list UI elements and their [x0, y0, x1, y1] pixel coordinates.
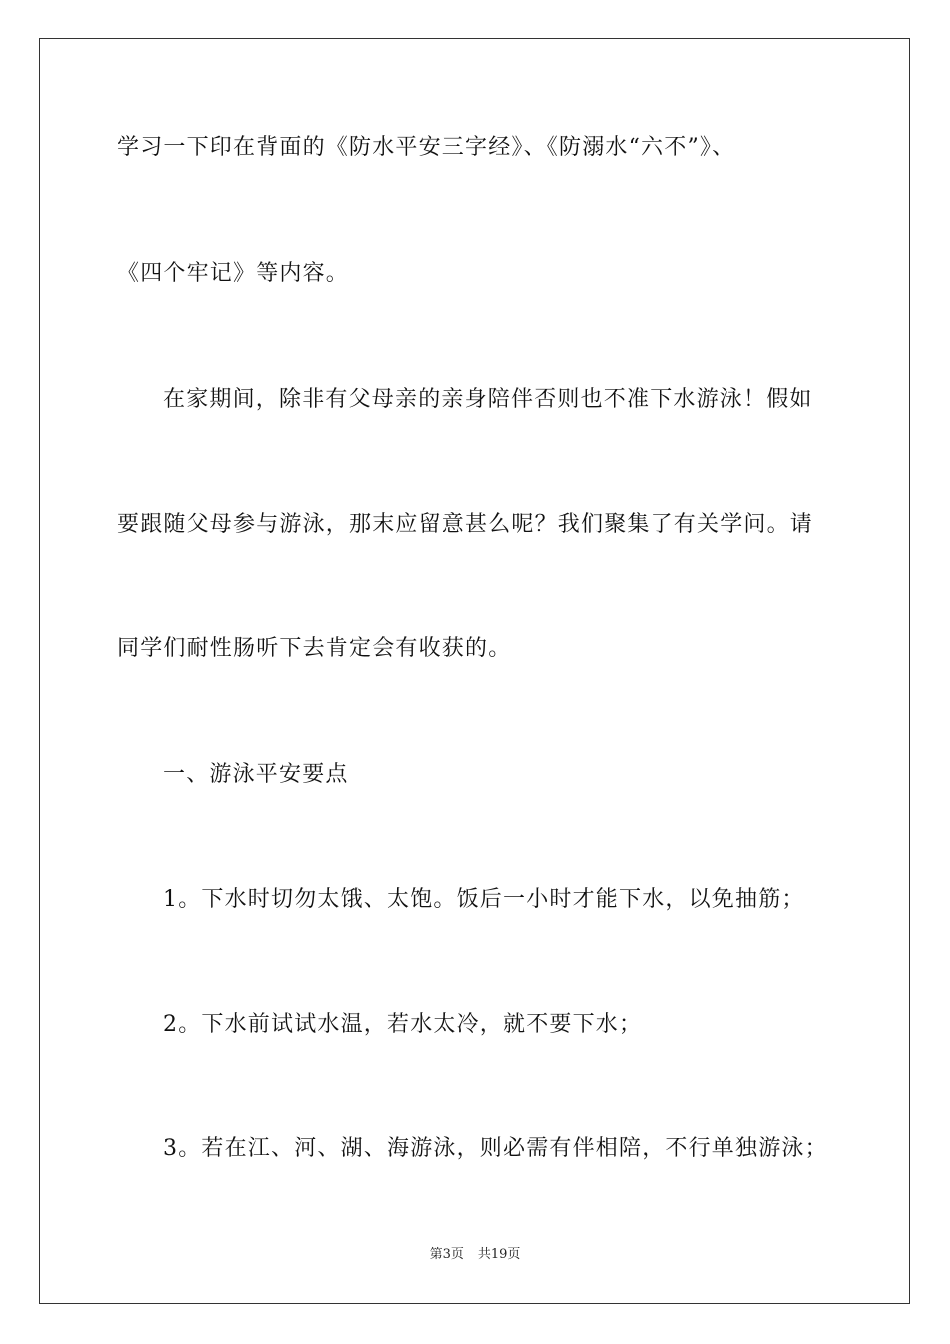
list-item-2: 2。下水前试试水温，若水太冷，就不要下水； — [163, 1012, 643, 1037]
section-heading: 一、游泳平安要点 — [163, 762, 349, 787]
text-line-3: 在家期间，除非有父母亲的亲身陪伴否则也不准下水游泳！假如 — [163, 387, 813, 412]
list-item-1: 1。下水时切勿太饿、太饱。饭后一小时才能下水，以免抽筋； — [163, 887, 805, 912]
page-footer — [0, 1246, 950, 1264]
text-line-1: 学习一下印在背面的《防水平安三字经》、《防溺水“六不”》、 — [117, 135, 736, 160]
text-line-2: 《四个牢记》等内容。 — [117, 261, 350, 286]
page-number: 第3页 — [429, 1247, 464, 1262]
page-total: 共19页 — [477, 1247, 521, 1262]
list-item-3: 3。若在江、河、湖、海游泳，则必需有伴相陪，不行单独游泳； — [163, 1136, 828, 1161]
text-line-4: 要跟随父母参与游泳，那末应留意甚么呢？我们聚集了有关学问。请 — [117, 512, 814, 537]
text-line-5: 同学们耐性肠听下去肯定会有收获的。 — [117, 636, 512, 661]
page-border — [39, 38, 910, 1304]
